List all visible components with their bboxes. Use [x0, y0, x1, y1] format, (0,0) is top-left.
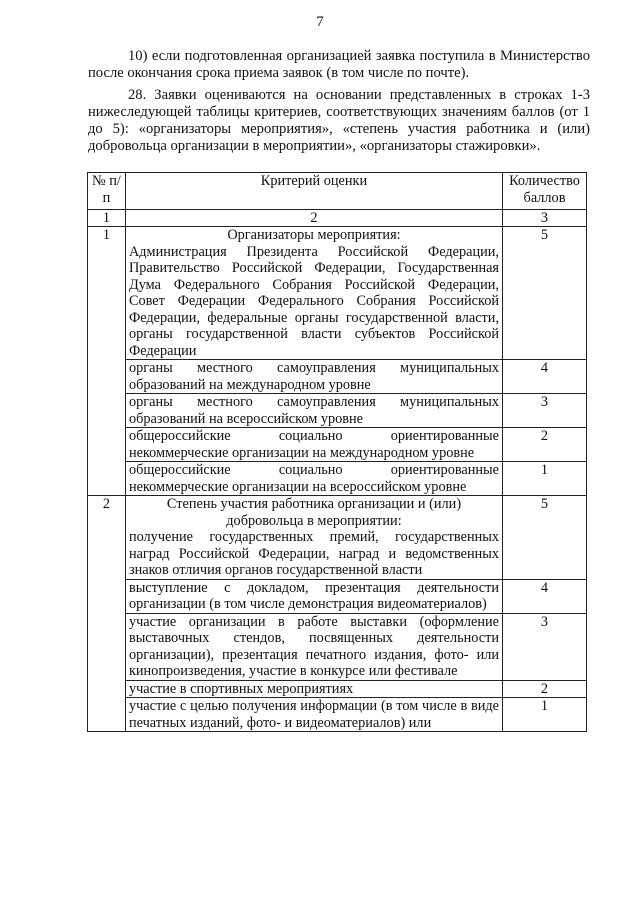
- table-row: [88, 613, 587, 680]
- criterion-cell: [125, 698, 502, 732]
- criterion-text: общероссийские социально ориентированные некоммерческие организации на международном уровне: [128, 428, 500, 461]
- group-number: 2: [88, 496, 126, 732]
- paragraph-item-10: 10) если подготовленная организацией заявка поступила в Министерство после окончания срока приема заявок (в том числе по почте).: [88, 48, 590, 81]
- criterion-text: участие в спортивных мероприятиях: [128, 680, 354, 697]
- score-cell: 5: [503, 496, 587, 580]
- group-title: Организаторы мероприятия:: [227, 227, 401, 243]
- table-row: [88, 360, 587, 394]
- criteria-table: [87, 172, 587, 732]
- score-cell: 2: [503, 680, 587, 698]
- criterion-text: общероссийские социально ориентированные некоммерческие организации на всероссийском уровне: [128, 462, 500, 495]
- score-cell: 3: [503, 394, 587, 428]
- criterion-cell: [125, 227, 502, 360]
- score-cell: 3: [503, 613, 587, 680]
- header-number: № п/п: [88, 173, 126, 210]
- criterion-cell: [125, 613, 502, 680]
- page-number: 7: [316, 14, 324, 30]
- score-cell: 4: [503, 360, 587, 394]
- criterion-text: Администрация Президента Российской Федерации, Правительство Российской Федерации, Государственная Дума Федерального Собрания Российской Федерации, Совет Федерации Федерального Собрания Российской Федерации, федеральные органы государственной власти, органы государственной власти субъектов Российской Федерации: [128, 243, 500, 359]
- table-row: [88, 428, 587, 462]
- group-title: Степень участия работника организации и (или) добровольца в мероприятии:: [166, 496, 462, 529]
- table-row: [88, 394, 587, 428]
- table-row: [88, 579, 587, 613]
- criterion-cell: [125, 394, 502, 428]
- score-cell: 4: [503, 579, 587, 613]
- group-number: 1: [88, 227, 126, 496]
- criterion-text: получение государственных премий, государственных наград Российской Федерации, наград и ведомственных знаков отличия органов государственной власти: [128, 529, 500, 578]
- criterion-text: участие организации в работе выставки (оформление выставочных стендов, посвященных деятельности организации), презентация печатного издания, фото- или кинопроизведения, участие в конкурсе или фестивале: [128, 613, 500, 679]
- column-number: 1: [88, 210, 126, 227]
- table-header-row: [88, 173, 587, 210]
- header-criterion: Критерий оценки: [125, 173, 502, 210]
- criterion-cell: [125, 360, 502, 394]
- table-row: [88, 496, 587, 580]
- score-cell: 5: [503, 227, 587, 360]
- column-number: 2: [125, 210, 502, 227]
- criterion-cell: [125, 579, 502, 613]
- criterion-cell: [125, 462, 502, 496]
- criterion-text: участие с целью получения информации (в том числе в виде печатных изданий, фото- и видеоматериалов) или: [128, 698, 500, 731]
- table-row: [88, 227, 587, 360]
- table-row: [88, 698, 587, 732]
- criterion-text: органы местного самоуправления муниципальных образований на всероссийском уровне: [128, 394, 500, 427]
- column-number: 3: [503, 210, 587, 227]
- header-score: Количество баллов: [503, 173, 587, 210]
- criterion-cell: [125, 496, 502, 580]
- table-row: [88, 680, 587, 698]
- criterion-text: выступление с докладом, презентация деятельности организации (в том числе демонстрация видеоматериалов): [128, 579, 500, 612]
- table-row: [88, 462, 587, 496]
- paragraph-28: 28. Заявки оцениваются на основании представленных в строках 1-3 нижеследующей таблицы критериев, соответствующих значениям баллов (от 1 до 5): «организаторы мероприятия», «степень участия работника и (или) добровольца организации в мероприятии», «организаторы стажировки».: [88, 87, 590, 154]
- criterion-cell: [125, 680, 502, 698]
- criterion-cell: [125, 428, 502, 462]
- score-cell: 2: [503, 428, 587, 462]
- criterion-text: органы местного самоуправления муниципальных образований на международном уровне: [128, 360, 500, 393]
- score-cell: 1: [503, 698, 587, 732]
- score-cell: 1: [503, 462, 587, 496]
- column-number-row: [88, 210, 587, 227]
